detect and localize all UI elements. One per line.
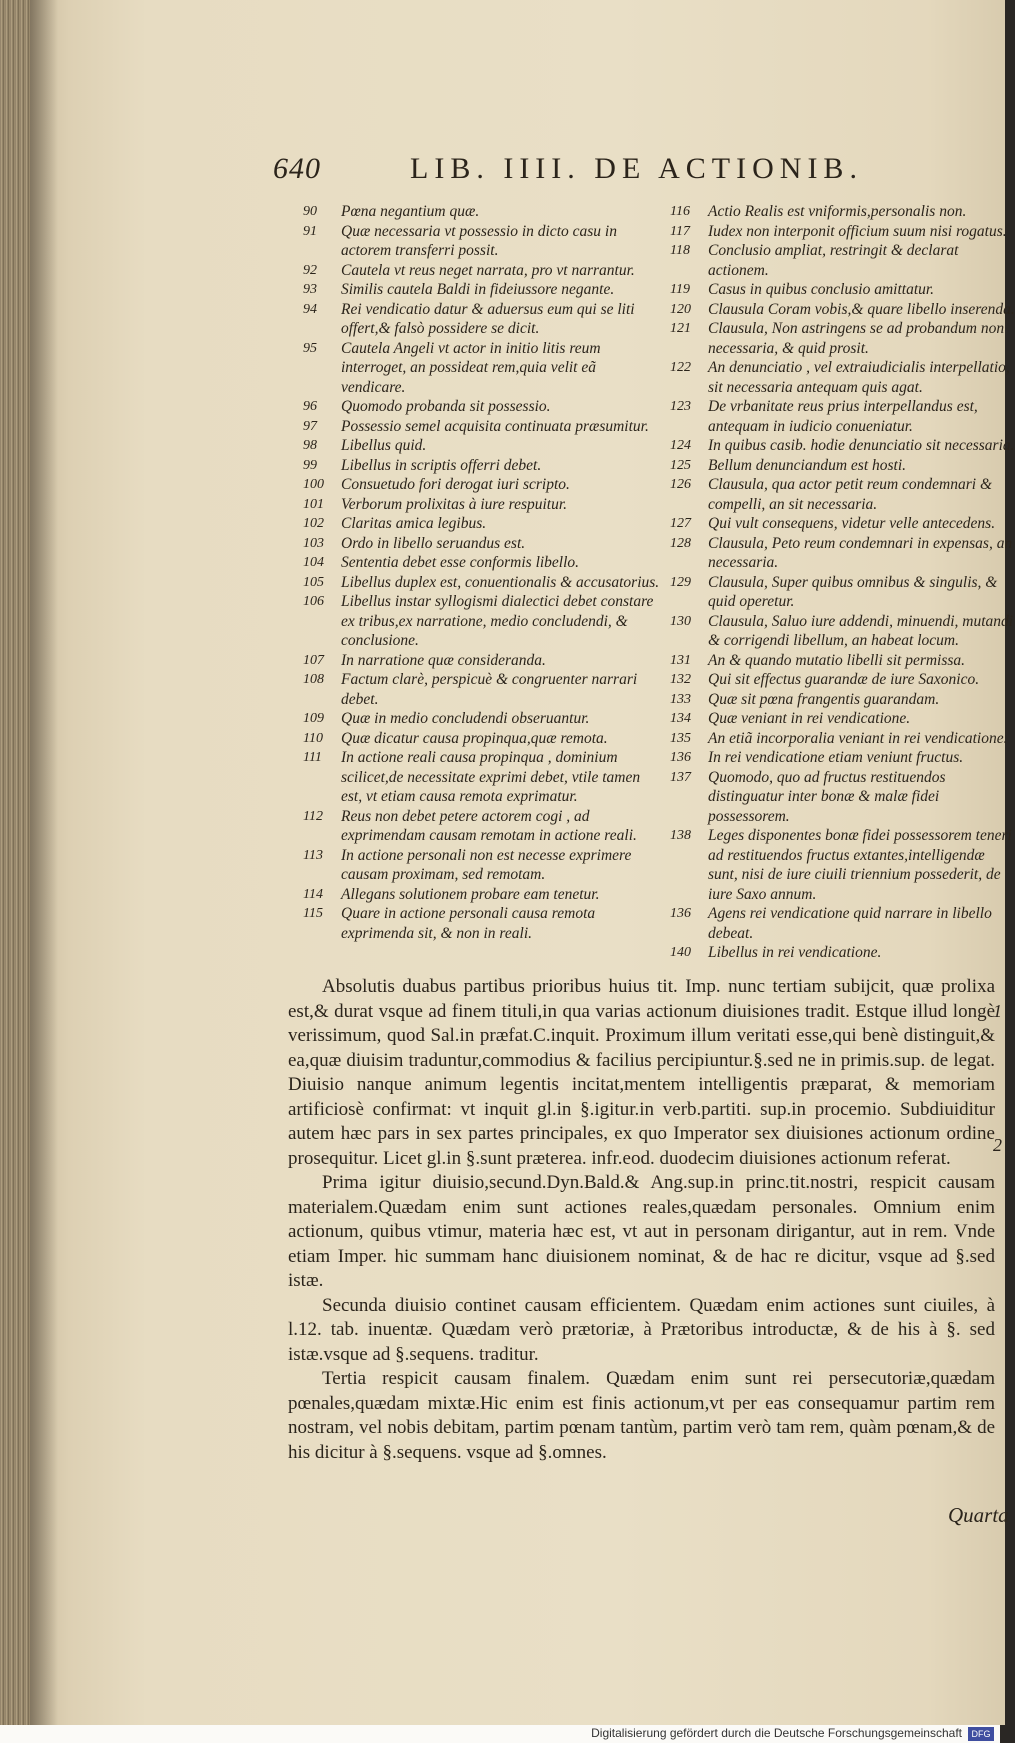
entry-number: 138 (670, 828, 691, 843)
index-entry (303, 339, 663, 398)
entry-number: 109 (303, 711, 324, 726)
entry-number: 127 (670, 516, 691, 531)
entry-number: 137 (670, 769, 691, 785)
margin-note: 2 (993, 1135, 1002, 1155)
index-entry (670, 709, 1015, 729)
index-entry (670, 904, 1015, 943)
index-entry (670, 241, 1015, 280)
entry-number: 96 (303, 399, 317, 414)
paragraph: Absolutis duabus partibus prioribus huius tit. Imp. nunc tertiam subijcit, quæ prolixa est,& durat vsque ad finem tituli,in qua varias actionum diuisiones tradit. Estque illud longè verissimum, quod Sal.in præfat.C.inquit. Proximum illum veritati esse,qui benè distinguit,& ea,quæ diuisim traduntur,commodius & facilius percipiuntur.§.sed ne in primis.sup. de legat. Diuisio nanque animum legentis incitat,mentem intelligentis præparat, & memoriam artificiosè confirmat: vt inquit gl.in §.igitur.in verb.partiti. sup.in procemio. Subdiuiditur autem hæc pars in sex partes principales, ex quo Imperator sex diuisiones actionum ordine prosequitur. Licet gl.in §.sunt præterea. infr.eod. duodecim diuisiones actionum referat. (288, 976, 995, 1169)
entry-text: Conclusio ampliat, restringit & declarat actionem. (708, 242, 959, 279)
entry-text: Clausula Coram vobis,& quare libello inserenda. (708, 300, 1015, 318)
margin-note: 1 (993, 1001, 1002, 1021)
entry-number: 135 (670, 730, 691, 746)
entry-text: Quæ in medio concludendi obseruantur. (341, 710, 590, 727)
entry-text: In narratione quæ consideranda. (341, 651, 546, 669)
entry-number: 124 (670, 438, 691, 453)
entry-number: 115 (303, 906, 323, 921)
index-entry (303, 475, 663, 495)
entry-text: Libellus duplex est, conuentionalis & accusatorius. (341, 573, 660, 591)
entry-text: Ordo in libello seruandus est. (341, 534, 526, 552)
entry-text: Pœna negantium quæ. (341, 203, 480, 220)
index-entry (670, 534, 1015, 573)
index-entry (303, 222, 663, 261)
entry-text: Quomodo probanda sit possessio. (341, 398, 551, 415)
paragraph: Secunda diuisio continet causam efficientem. Quædam enim actiones sunt ciuiles, à l.12. tab. inuentæ. Quædam verò prætoriæ, à Prætoribus introductæ, & de his à §. sed istæ.vsque ad §.sequens. traditur. (288, 1294, 995, 1365)
entry-number: 111 (303, 750, 322, 765)
entry-text: Bellum denunciandum est hosti. (708, 456, 907, 474)
index-entry (303, 436, 663, 456)
entry-text: Qui sit effectus guarandæ de iure Saxonico. (708, 671, 980, 688)
entry-number: 121 (670, 321, 691, 336)
index-entry (670, 475, 1015, 514)
index-entry (670, 748, 1015, 768)
index-entry (670, 943, 1015, 963)
index-entry (670, 514, 1015, 534)
page-header (30, 152, 1005, 202)
entry-number: 100 (303, 477, 324, 492)
running-title: LIB. IIII. DE ACTIONIB. (410, 152, 863, 185)
entry-text: Clausula, Saluo iure addendi, minuendi, mutandi & corrigendi libellum, an habeat locum. (708, 612, 1014, 649)
entry-number: 132 (670, 672, 691, 687)
index-entry (303, 514, 663, 534)
entry-number: 90 (303, 204, 317, 219)
index-entry (303, 670, 663, 709)
entry-text: Actio Realis est vniformis,personalis non. (708, 203, 967, 220)
entry-text: An etiã incorporalia veniant in rei vendicatione. (708, 729, 1008, 747)
paragraph: Prima igitur diuisio,secund.Dyn.Bald.& Ang.sup.in princ.tit.nostri, respicit causam materialem.Quædam enim sunt actiones reales,quædam personales. Omnium enim actionum, quibus vtimur, materia hæc est, vt aut in personam dirigantur, aut in rem. Vnde etiam Imper. hic summam hanc diuisionem nominat, & de hac re dicitur, vsque ad §.sed istæ. (288, 1172, 995, 1292)
index-entry (303, 651, 663, 671)
entry-text: In actione reali causa propinqua , dominium scilicet,de necessitate exprimi debet, vtile tamen est, vt etiam causa remota exprimatur. (341, 749, 641, 805)
entry-number: 112 (303, 808, 323, 824)
entry-text: In rei vendicatione etiam veniunt fructus. (708, 749, 964, 766)
entry-text: Clausula, Peto reum condemnari in expensas, an necessaria. (708, 534, 1013, 571)
index-entry (303, 534, 663, 554)
index-entry (670, 397, 1015, 436)
entry-text: Clausula, Super quibus omnibus & singulis, & quid operetur. (708, 573, 998, 610)
folio-number: 640 (273, 152, 321, 185)
dfg-logo: DFG (968, 1727, 994, 1741)
entry-text: An denunciatio , vel extraiudicialis interpellatio, sit necessaria antequam quis agat. (708, 359, 1010, 396)
index-entry (670, 729, 1015, 749)
index-entry (670, 573, 1015, 612)
index-entry (303, 748, 663, 807)
entry-number: 133 (670, 691, 691, 707)
entry-text: Cautela vt reus neget narrata, pro vt narrantur. (341, 261, 635, 279)
entry-number: 97 (303, 418, 317, 434)
entry-number: 105 (303, 574, 324, 590)
entry-text: Clausula, Non astringens se ad probandum non necessaria, & quid prosit. (708, 320, 1005, 357)
entry-number: 104 (303, 555, 324, 570)
index-entry (303, 300, 663, 339)
entry-text: In actione personali non est necesse exprimere causam proximam, sed remotam. (341, 846, 632, 883)
body-text (288, 975, 995, 1465)
index-entry (670, 222, 1015, 242)
entry-number: 110 (303, 730, 323, 746)
entry-text: Leges disponentes bonæ fidei possessorem teneri ad restituendos fructus extantes,intelligendæ sunt, nisi de iure ciuili triennium possederit, de iure Saxo annum. (708, 827, 1012, 903)
index-entry (670, 319, 1015, 358)
entry-number: 101 (303, 496, 324, 512)
entry-text: Cautela Angeli vt actor in initio litis reum interroget, an possideat rem,quia velit eã vendicare. (341, 339, 601, 396)
entry-text: Libellus instar syllogismi dialectici debet constare ex tribus,ex narratione, medio concludendi, & conclusione. (341, 593, 654, 649)
index-entry (670, 670, 1015, 690)
entry-number: 113 (303, 847, 323, 863)
entry-number: 98 (303, 438, 317, 453)
entry-number: 106 (303, 594, 324, 609)
entry-text: Possessio semel acquisita continuata præsumitur. (341, 417, 649, 435)
entry-number: 120 (670, 301, 691, 317)
entry-text: Quæ veniant in rei vendicatione. (708, 710, 911, 727)
entry-text: Similis cautela Baldi in fideiussore negante. (341, 281, 615, 298)
entry-number: 130 (670, 613, 691, 629)
entry-number: 140 (670, 945, 691, 960)
entry-number: 136 (670, 750, 691, 765)
entry-number: 131 (670, 652, 691, 668)
index-entry (670, 612, 1015, 651)
entry-number: 108 (303, 672, 324, 687)
entry-text: Sententia debet esse conformis libello. (341, 554, 580, 571)
index-entry (670, 436, 1015, 456)
index-entry (303, 456, 663, 476)
entry-text: Quæ dicatur causa propinqua,quæ remota. (341, 729, 608, 747)
entry-text: Qui vult consequens, videtur velle antecedens. (708, 515, 996, 532)
index-entry (303, 573, 663, 593)
entry-text: Quæ necessaria vt possessio in dicto casu in actorem transferri possit. (341, 222, 617, 259)
index-entry (670, 456, 1015, 476)
index-entry (670, 826, 1015, 904)
footer-credit: Digitalisierung gefördert durch die Deutsche Forschungsgemeinschaft (591, 1726, 962, 1740)
entry-text: Reus non debet petere actorem cogi , ad exprimendam causam remotam in actione reali. (341, 807, 637, 844)
index-entry (670, 300, 1015, 320)
entry-text: Libellus in rei vendicatione. (708, 944, 882, 961)
entry-text: Libellus in scriptis offerri debet. (341, 456, 542, 474)
index-entry (670, 202, 1015, 222)
entry-number: 114 (303, 886, 323, 902)
summary-index-left (303, 202, 663, 972)
entry-text: In quibus casib. hodie denunciatio sit necessaria. (708, 437, 1015, 454)
index-entry (670, 690, 1015, 710)
entry-number: 91 (303, 223, 317, 239)
entry-text: Libellus quid. (341, 437, 427, 454)
entry-text: Quare in actione personali causa remota exprimenda sit, & non in reali. (341, 905, 596, 942)
entry-text: Verborum prolixitas à iure respuitur. (341, 495, 568, 513)
entry-number: 93 (303, 282, 317, 297)
index-entry (303, 592, 663, 651)
index-entry (303, 904, 663, 943)
entry-text: Quæ sit pœna frangentis guarandam. (708, 690, 940, 708)
entry-number: 129 (670, 574, 691, 590)
index-entry (303, 495, 663, 515)
entry-text: Factum clarè, perspicuè & congruenter narrari debet. (341, 671, 638, 708)
entry-text: Quomodo, quo ad fructus restituendos distinguatur inter bonæ & malæ fidei possessorem. (708, 768, 946, 825)
book-page (30, 0, 1015, 1725)
entry-text: Consuetudo fori derogat iuri scripto. (341, 476, 570, 493)
index-entry (303, 709, 663, 729)
entry-text: Allegans solutionem probare eam tenetur. (341, 885, 600, 903)
entry-number: 117 (670, 223, 690, 239)
entry-number: 119 (670, 282, 690, 297)
entry-text: Iudex non interponit officium suum nisi rogatus. (708, 222, 1007, 240)
entry-text: Agens rei vendicatione quid narrare in libello debeat. (708, 905, 992, 942)
entry-text: Claritas amica legibus. (341, 515, 487, 532)
entry-number: 102 (303, 516, 324, 531)
index-entry (670, 768, 1015, 827)
entry-number: 126 (670, 477, 691, 492)
entry-number: 95 (303, 340, 317, 356)
entry-number: 107 (303, 652, 324, 668)
entry-number: 103 (303, 535, 324, 551)
index-entry (303, 417, 663, 437)
entry-number: 136 (670, 906, 691, 921)
index-entry (670, 358, 1015, 397)
entry-number: 128 (670, 535, 691, 551)
entry-number: 116 (670, 204, 690, 219)
index-entry (303, 397, 663, 417)
entry-number: 134 (670, 711, 691, 726)
entry-text: Casus in quibus conclusio amittatur. (708, 281, 935, 298)
entry-number: 125 (670, 457, 691, 473)
entry-text: An & quando mutatio libelli sit permissa. (708, 651, 966, 669)
page-edges (0, 0, 30, 1725)
index-entry (303, 846, 663, 885)
index-entry (303, 202, 663, 222)
entry-text: Rei vendicatio datur & aduersus eum qui se liti offert,& falsò possidere se dicit. (341, 300, 635, 337)
index-entry (303, 280, 663, 300)
entry-number: 94 (303, 301, 317, 317)
index-entry (303, 885, 663, 905)
footer-bar (0, 1725, 1000, 1743)
spine-shadow (30, 0, 58, 1725)
index-entry (670, 651, 1015, 671)
index-entry (670, 280, 1015, 300)
index-entry (303, 553, 663, 573)
catchword: Quarta (948, 1503, 1009, 1527)
entry-text: Clausula, qua actor petit reum condemnari & compelli, an sit necessaria. (708, 476, 993, 513)
index-entry (303, 261, 663, 281)
summary-index-right (670, 202, 1015, 972)
entry-number: 123 (670, 399, 691, 414)
entry-number: 99 (303, 457, 317, 473)
index-entry (303, 729, 663, 749)
index-entry (303, 807, 663, 846)
entry-number: 92 (303, 262, 317, 278)
entry-text: De vrbanitate reus prius interpellandus est, antequam in iudicio conueniatur. (708, 398, 978, 435)
paragraph: Tertia respicit causam finalem. Quædam enim sunt rei persecutoriæ,quædam pœnales,quædam mixtæ.Hic enim est finis actionum,vt per eas consequamur partim rem nostram, vel nobis debitam, partim pœnam tantùm, partim verò tam rem, quàm pœnam,& de his dicitur à §.sequens. vsque ad §.omnes. (288, 1368, 995, 1463)
entry-number: 122 (670, 360, 691, 375)
entry-number: 118 (670, 243, 690, 258)
